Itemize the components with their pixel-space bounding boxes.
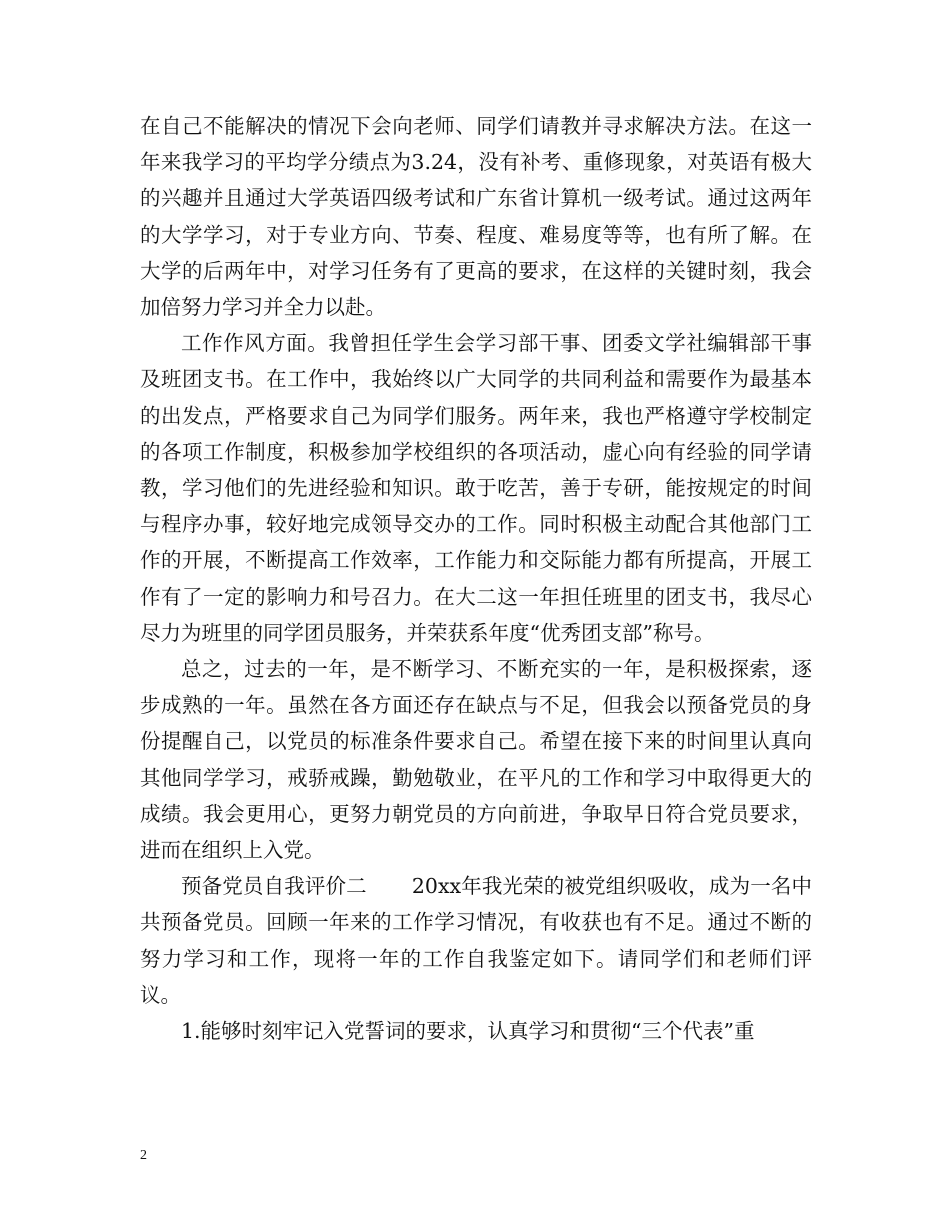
document-body bbox=[140, 108, 812, 1049]
section-heading: 预备党员自我评价二 bbox=[181, 874, 367, 899]
section-two-text: 20xx年我光荣的被党组织吸收，成为一名中共预备党员。回顾一年来的工作学习情况，有收获也有不足。通过不断的努力学习和工作，现将一年的工作自我鉴定如下。请同学们和老师们评议。 bbox=[140, 874, 812, 1007]
paragraph-study: 在自己不能解决的情况下会向老师、同学们请教并寻求解决方法。在这一年来我学习的平均学分绩点为3.24，没有补考、重修现象，对英语有极大的兴趣并且通过大学英语四级考试和广东省计算机一级考试。通过这两年的大学学习，对于专业方向、节奏、程度、难易度等等，也有所了解。在大学的后两年中，对学习任务有了更高的要求，在这样的关键时刻，我会加倍努力学习并全力以赴。 bbox=[140, 114, 812, 320]
page-number: 2 bbox=[140, 1148, 147, 1163]
paragraph-work-style: 工作作风方面。我曾担任学生会学习部干事、团委文学社编辑部干事及班团支书。在工作中，我始终以广大同学的共同利益和需要作为最基本的出发点，严格要求自己为同学们服务。两年来，我也严格遵守学校制定的各项工作制度，积极参加学校组织的各项活动，虚心向有经验的同学请教，学习他们的先进经验和知识。敢于吃苦，善于专研，能按规定的时间与程序办事，较好地完成领导交办的工作。同时积极主动配合其他部门工作的开展，不断提高工作效率，工作能力和交际能力都有所提高，开展工作有了一定的影响力和号召力。在大二这一年担任班里的团支书，我尽心尽力为班里的同学团员服务，并荣获系年度“优秀团支部”称号。 bbox=[140, 331, 812, 645]
list-item-1: 1.能够时刻牢记入党誓词的要求，认真学习和贯彻“三个代表”重 bbox=[181, 1019, 755, 1044]
paragraph-summary: 总之，过去的一年，是不断学习、不断充实的一年，是积极探索，逐步成熟的一年。虽然在各方面还存在缺点与不足，但我会以预备党员的身份提醒自己，以党员的标准条件要求自己。希望在接下来的时间里认真向其他同学学习，戒骄戒躁，勤勉敬业，在平凡的工作和学习中取得更大的成绩。我会更用心，更努力朝党员的方向前进，争取早日符合党员要求，进而在组织上入党。 bbox=[140, 657, 812, 863]
paragraph-evaluation-two bbox=[140, 868, 812, 1013]
